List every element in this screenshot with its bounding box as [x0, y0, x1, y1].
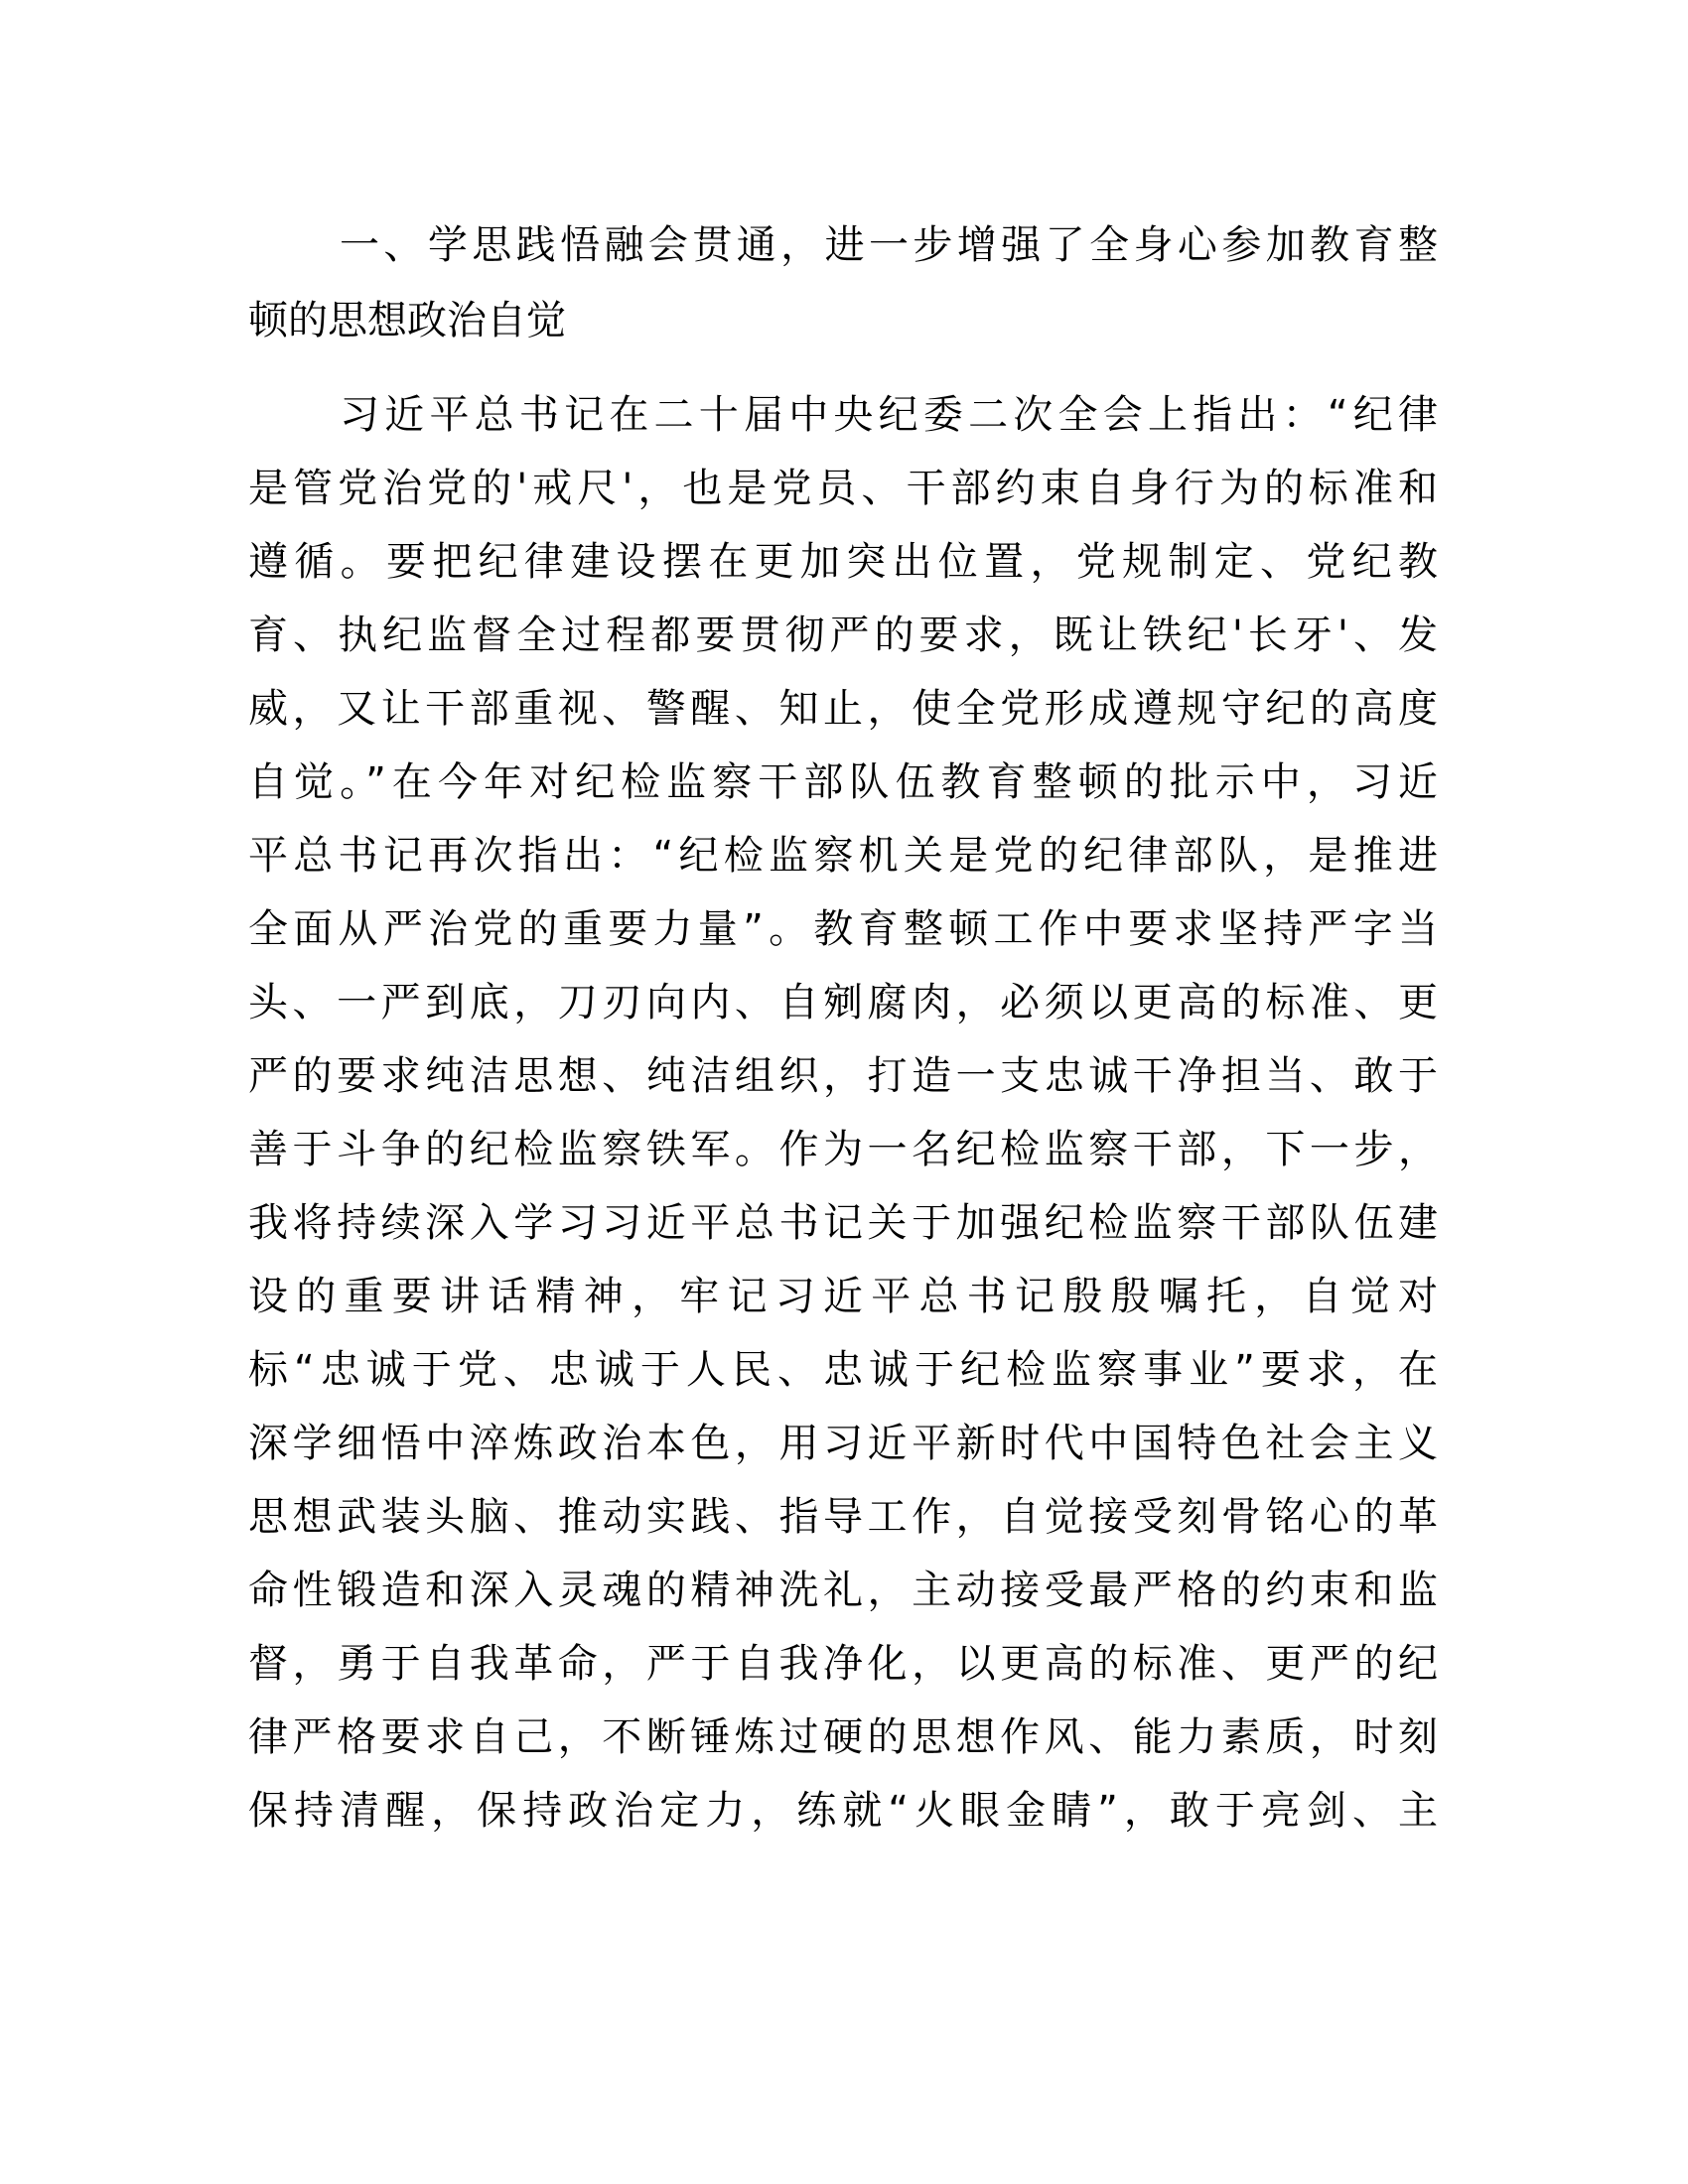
heading-line: 顿的思想政治自觉 — [248, 298, 566, 343]
body-line: 头、一严到底，刀刃向内、自剜腐肉，必须以更高的标准、更 — [248, 980, 1438, 1025]
body-line: 习近平总书记在二十届中央纪委二次全会上指出：“纪律 — [340, 392, 1438, 438]
body-line: 督，勇于自我革命，严于自我净化，以更高的标准、更严的纪 — [248, 1641, 1438, 1687]
heading-line: 一、学思践悟融会贯通，进一步增强了全身心参加教育整 — [340, 222, 1438, 268]
body-line: 威，又让干部重视、警醒、知止，使全党形成遵规守纪的高度 — [248, 686, 1438, 732]
body-line: 保持清醒，保持政治定力，练就“火眼金睛”，敢于亮剑、主 — [248, 1788, 1438, 1834]
body-line: 遵循。要把纪律建设摆在更加突出位置，党规制定、党纪教 — [248, 539, 1438, 585]
body-line: 全面从严治党的重要力量”。教育整顿工作中要求坚持严字当 — [248, 906, 1438, 952]
body-line: 设的重要讲话精神，牢记习近平总书记殷殷嘱托，自觉对 — [248, 1274, 1438, 1319]
body-line: 律严格要求自己，不断锤炼过硬的思想作风、能力素质，时刻 — [248, 1714, 1438, 1760]
body-line: 平总书记再次指出：“纪检监察机关是党的纪律部队，是推进 — [248, 833, 1438, 879]
body-line: 我将持续深入学习习近平总书记关于加强纪检监察干部队伍建 — [248, 1200, 1438, 1246]
body-line: 善于斗争的纪检监察铁军。作为一名纪检监察干部，下一步， — [248, 1127, 1438, 1172]
body-line: 育、执纪监督全过程都要贯彻严的要求，既让铁纪'长牙'、发 — [248, 613, 1438, 658]
body-line: 标“忠诚于党、忠诚于人民、忠诚于纪检监察事业”要求，在 — [248, 1347, 1438, 1393]
body-line: 深学细悟中淬炼政治本色，用习近平新时代中国特色社会主义 — [248, 1421, 1438, 1466]
body-line: 自觉。”在今年对纪检监察干部队伍教育整顿的批示中，习近 — [248, 759, 1438, 805]
body-line: 严的要求纯洁思想、纯洁组织，打造一支忠诚干净担当、敢于 — [248, 1053, 1438, 1099]
body-line: 是管党治党的'戒尺'，也是党员、干部约束自身行为的标准和 — [248, 466, 1438, 511]
body-line: 命性锻造和深入灵魂的精神洗礼，主动接受最严格的约束和监 — [248, 1568, 1438, 1613]
body-line: 思想武装头脑、推动实践、指导工作，自觉接受刻骨铭心的革 — [248, 1494, 1438, 1540]
